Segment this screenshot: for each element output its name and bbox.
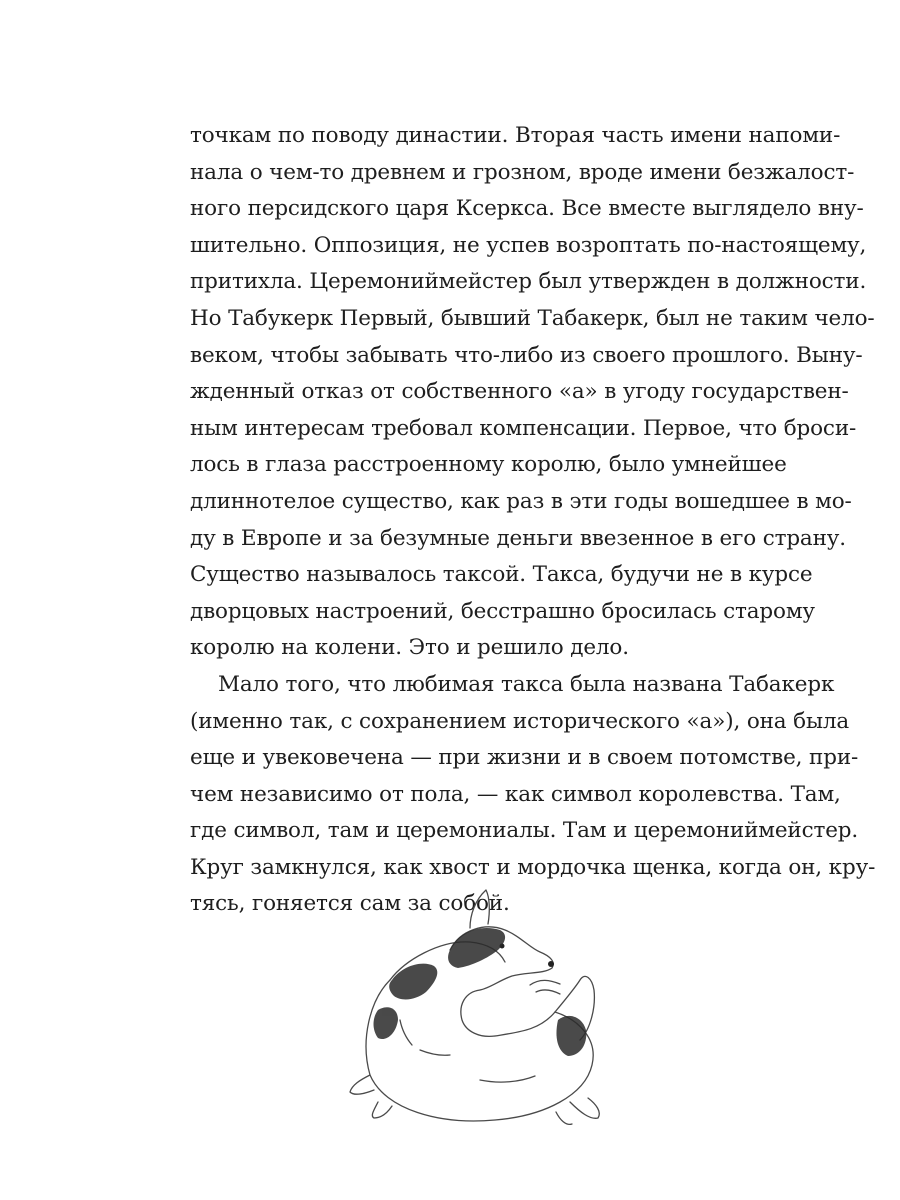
dog-chasing-tail-sketch-icon [330,880,630,1140]
text-line: где символ, там и церемониалы. Там и церемониймейстер. [190,818,859,844]
text-line: королю на колени. Это и решило дело. [190,635,629,661]
text-line: Но Табукерк Первый, бывший Табакерк, был не таким чело- [190,305,875,331]
text-line: длиннотелое существо, как раз в эти годы вошедшее в мо- [190,488,852,514]
text-line: еще и увековечена — при жизни и в своем потомстве, при- [190,745,859,771]
text-line: веком, чтобы забывать что-либо из своего прошлого. Выну- [190,342,863,368]
text-line: лось в глаза расстроенному королю, было умнейшее [190,452,787,478]
text-line: Существо называлось таксой. Такса, будучи не в курсе [190,562,813,588]
body-text [190,118,876,923]
text-line: чем независимо от пола, — как символ королевства. Там, [190,781,841,807]
text-line: дворцовых настроений, бесстрашно бросилась старому [190,598,815,624]
text-line: точкам по поводу династии. Вторая часть имени напоми- [190,123,841,148]
text-line: (именно так, с сохранением исторического «а»), она была [190,708,850,734]
text-line: ного персидского царя Ксеркса. Все вместе выглядело вну- [190,196,864,222]
text-line: ным интересам требовал компенсации. Первое, что броси- [190,415,857,441]
text-line: шительно. Оппозиция, не успев возроптать по-настоящему, [190,232,867,258]
text-line: Круг замкнулся, как хвост и мордочка щенка, когда он, кру- [190,854,876,880]
text-line: тясь, гоняется сам за собой. [190,891,510,917]
text-line: Мало того, что любимая такса была названа Табакерк [218,671,835,697]
text-line: жденный отказ от собственного «а» в угоду государствен- [190,379,849,405]
text-line: ду в Европе и за безумные деньги ввезенное в его страну. [190,525,846,551]
text-line: нала о чем-то древнем и грозном, вроде имени безжалост- [190,159,855,185]
text-line: притихла. Церемониймейстер был утвержден в должности. [190,269,867,295]
